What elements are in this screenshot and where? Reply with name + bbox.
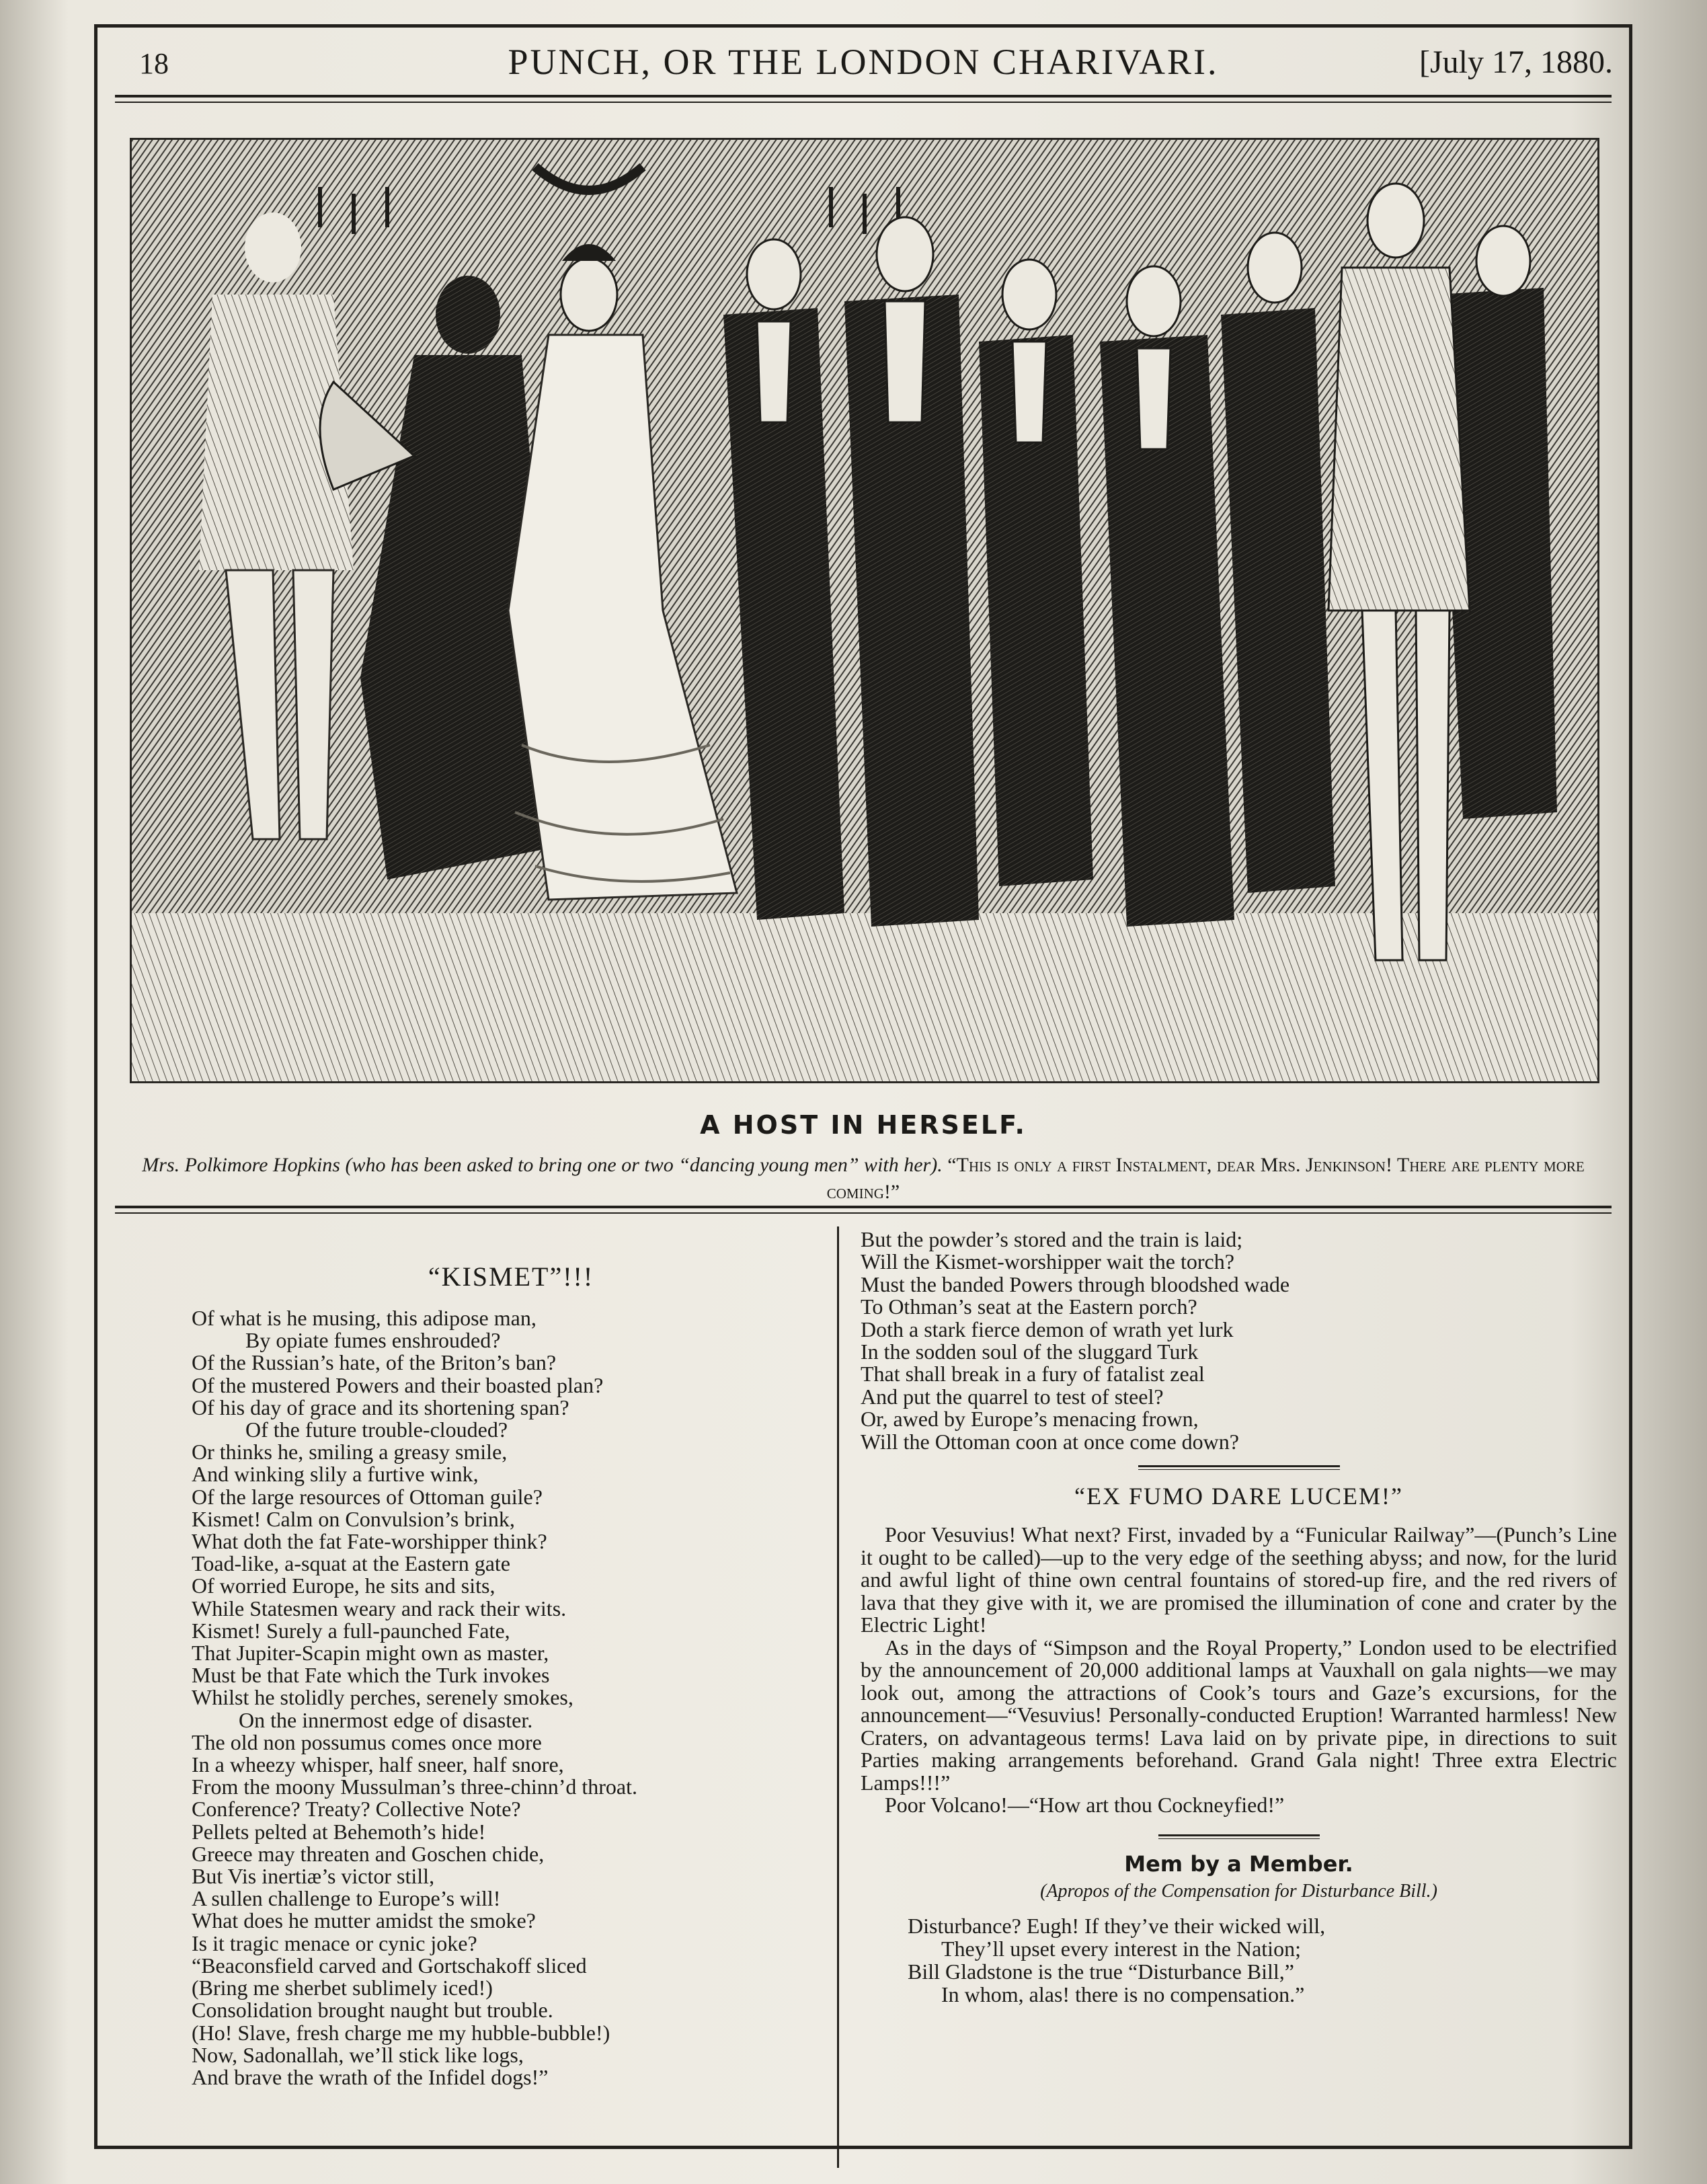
poem-line: Kismet! Calm on Convulsion’s brink, bbox=[192, 1506, 515, 1531]
poem-line: Must the banded Powers through bloodshed wade bbox=[861, 1272, 1290, 1296]
caption-rule bbox=[115, 1206, 1612, 1214]
page-frame bbox=[94, 24, 1632, 2149]
poem-line: Bill Gladstone is the true “Disturbance Bill,” bbox=[908, 1959, 1294, 1984]
poem-line: While Statesmen weary and rack their wits. bbox=[192, 1596, 567, 1621]
poem-line: What doth the fat Fate-worshipper think? bbox=[192, 1529, 547, 1554]
masthead: PUNCH, OR THE LONDON CHARIVARI. bbox=[508, 42, 1219, 82]
ex-fumo-title: “EX FUMO DARE LUCEM!” bbox=[1074, 1483, 1403, 1510]
poem-line: A sullen challenge to Europe’s will! bbox=[192, 1886, 501, 1911]
poem-line: Will the Ottoman coon at once come down? bbox=[861, 1429, 1239, 1454]
caption-speaker: Mrs. Polkimore Hopkins bbox=[142, 1154, 340, 1176]
poem-line: Conference? Treaty? Collective Note? bbox=[192, 1797, 521, 1822]
kismet-poem-continued bbox=[861, 1228, 1617, 1453]
poem-line: Is it tragic menace or cynic joke? bbox=[192, 1930, 477, 1955]
poem-line: Or, awed by Europe’s menacing frown, bbox=[861, 1407, 1199, 1432]
poem-line: Or thinks he, smiling a greasy smile, bbox=[192, 1440, 508, 1465]
poem-line: To Othman’s seat at the Eastern porch? bbox=[861, 1294, 1197, 1319]
page-number: 18 bbox=[139, 47, 169, 80]
kismet-poem bbox=[192, 1307, 817, 2089]
cartoon-title: A HOST IN HERSELF. bbox=[700, 1110, 1027, 1140]
article-paragraph: Poor Vesuvius! What next? First, invaded by a “Funicular Railway”—(Punch’s Line it ought to be called)—up to the very edge of the seething abyss; and now, for the lurid and awful light of thine own central fountains of stored-up fire, and the red rivers of lava that they give with it, we are promised the illumination of cone and crater by the Electric Light! bbox=[861, 1522, 1617, 1637]
section-rule bbox=[1138, 1465, 1340, 1470]
poem-line: That Jupiter-Scapin might own as master, bbox=[192, 1641, 549, 1666]
article-paragraph: Poor Volcano!—“How art thou Cockneyfied!” bbox=[885, 1793, 1285, 1818]
mem-subtitle: (Apropos of the Compensation for Disturbance Bill.) bbox=[1040, 1880, 1437, 1902]
poem-line: Whilst he stolidly perches, serenely smokes, bbox=[192, 1685, 573, 1710]
mem-title: Mem by a Member. bbox=[1124, 1850, 1353, 1877]
poem-line: Kismet! Surely a full-paunched Fate, bbox=[192, 1618, 510, 1643]
poem-line: In whom, alas! there is no compensation.” bbox=[941, 1982, 1305, 2006]
poem-line: “Beaconsfield carved and Gortschakoff sliced bbox=[192, 1953, 587, 1978]
header-rule bbox=[115, 95, 1612, 103]
cartoon-illustration bbox=[130, 138, 1599, 1083]
poem-line: Will the Kismet-worshipper wait the torch? bbox=[861, 1249, 1234, 1274]
poem-line: In a wheezy whisper, half sneer, half snore, bbox=[192, 1752, 564, 1777]
poem-line: That shall break in a fury of fatalist zeal bbox=[861, 1362, 1205, 1387]
poem-line: Must be that Fate which the Turk invokes bbox=[192, 1663, 550, 1688]
page-header bbox=[97, 28, 1629, 106]
poem-line: Doth a stark fierce demon of wrath yet lurk bbox=[861, 1317, 1234, 1341]
poem-line: Of the mustered Powers and their boasted plan? bbox=[192, 1372, 604, 1397]
caption-aside: (who has been asked to bring one or two “dancing young men” with her). bbox=[345, 1154, 943, 1176]
poem-line: Greece may threaten and Goschen chide, bbox=[192, 1841, 545, 1866]
poem-line: (Ho! Slave, fresh charge me my hubble-bubble!) bbox=[192, 2020, 610, 2045]
poem-line: From the moony Mussulman’s three-chinn’d throat. bbox=[192, 1774, 638, 1799]
kismet-title: “KISMET”!!! bbox=[428, 1261, 594, 1292]
poem-line: Of the large resources of Ottoman guile? bbox=[192, 1484, 543, 1509]
poem-line: Of what is he musing, this adipose man, bbox=[192, 1306, 537, 1330]
mem-poem bbox=[861, 1914, 1617, 2006]
poem-line: The old non possumus comes once more bbox=[192, 1729, 542, 1754]
right-column bbox=[861, 1228, 1617, 2006]
poem-line: By opiate fumes enshrouded? bbox=[245, 1328, 501, 1353]
left-column bbox=[192, 1238, 817, 2089]
poem-line: They’ll upset every interest in the Nation; bbox=[941, 1936, 1301, 1961]
column-divider bbox=[837, 1226, 839, 2168]
poem-line: In the sodden soul of the sluggard Turk bbox=[861, 1339, 1199, 1364]
caption-quote: “This is only a first Instalment, dear Mrs. Jenkinson! There are plenty more coming!” bbox=[826, 1154, 1585, 1203]
section-rule-2 bbox=[1158, 1834, 1320, 1839]
poem-line: Pellets pelted at Behemoth’s hide! bbox=[192, 1819, 486, 1844]
poem-line: And put the quarrel to test of steel? bbox=[861, 1384, 1164, 1409]
article-paragraph: As in the days of “Simpson and the Royal Property,” London used to be electrified by the announcement of 20,000 additional lamps at Vauxhall on gala nights—we may look out, among the attractions of Cook’s tours and Gaze’s excursions, for the announcement—“Vesuvius! Personally-conducted Eruption! Warranted harmless! New Craters, on advantageous terms! Lava laid on by private pipe, in directions to suit Parties making arrangements beforehand. Grand Gala night! Three extra Electric Lamps!!!” bbox=[861, 1635, 1617, 1795]
poem-line: Disturbance? Eugh! If they’ve their wicked will, bbox=[908, 1913, 1326, 1938]
poem-line: Toad-like, a-squat at the Eastern gate bbox=[192, 1551, 510, 1576]
poem-line: What does he mutter amidst the smoke? bbox=[192, 1908, 536, 1933]
poem-line: And winking slily a furtive wink, bbox=[192, 1462, 479, 1487]
poem-line: Consolidation brought naught but trouble. bbox=[192, 1998, 553, 2023]
issue-date: [July 17, 1880. bbox=[1419, 44, 1613, 80]
engraving-ballroom-icon bbox=[132, 140, 1597, 1081]
ex-fumo-article bbox=[861, 1524, 1617, 1817]
poem-line: Now, Sadonallah, we’ll stick like logs, bbox=[192, 2042, 524, 2067]
poem-line: Of the Russian’s hate, of the Briton’s ban? bbox=[192, 1350, 557, 1375]
poem-line: But Vis inertiæ’s victor still, bbox=[192, 1864, 435, 1889]
poem-line: On the innermost edge of disaster. bbox=[239, 1707, 533, 1732]
poem-line: Of the future trouble-clouded? bbox=[245, 1417, 508, 1442]
cartoon-caption bbox=[138, 1152, 1589, 1206]
poem-line: Of his day of grace and its shortening span? bbox=[192, 1395, 569, 1419]
poem-line: But the powder’s stored and the train is laid; bbox=[861, 1227, 1243, 1251]
poem-line: (Bring me sherbet sublimely iced!) bbox=[192, 1976, 493, 2000]
poem-line: Of worried Europe, he sits and sits, bbox=[192, 1573, 495, 1598]
poem-line: And brave the wrath of the Infidel dogs!” bbox=[192, 2064, 549, 2089]
